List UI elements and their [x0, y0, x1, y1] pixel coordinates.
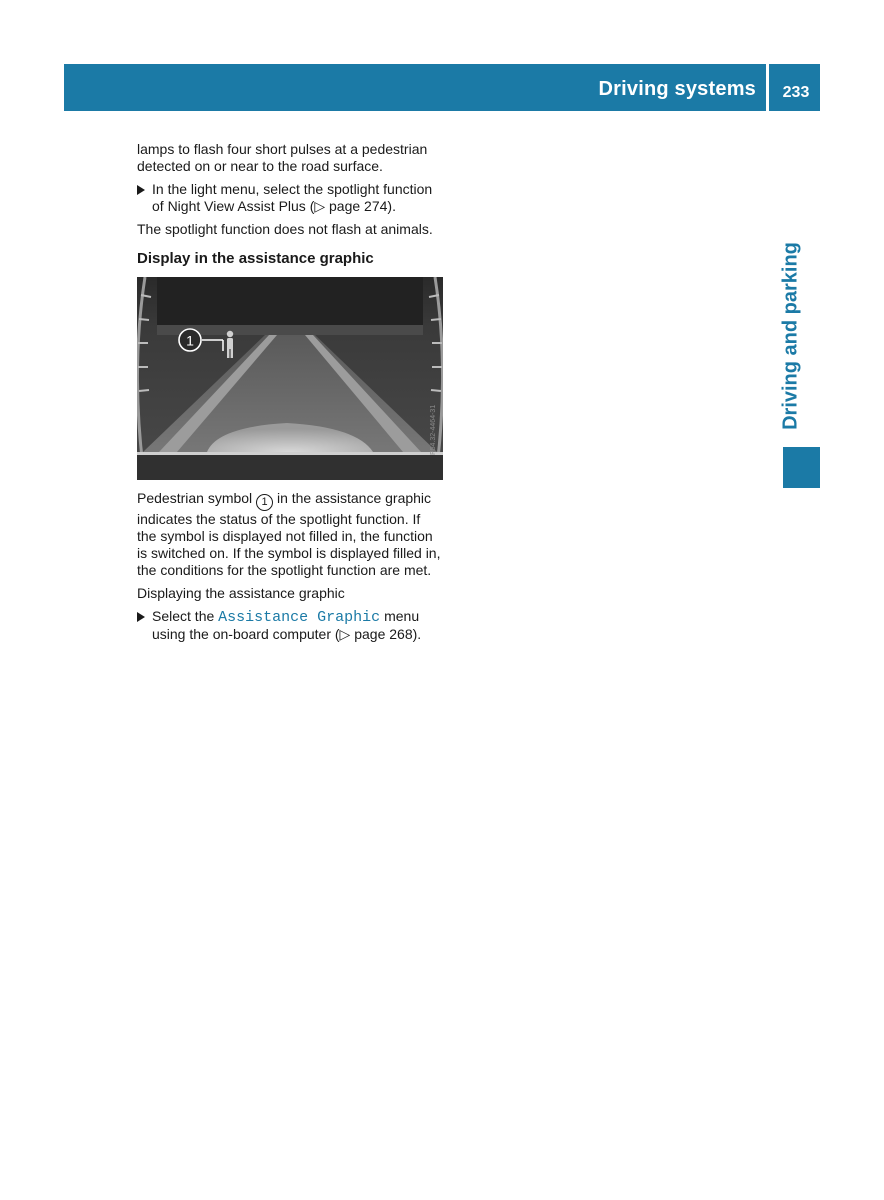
- header-bar: [64, 64, 820, 111]
- callout-reference: 1: [256, 494, 273, 511]
- assistance-graphic-figure: [137, 277, 443, 480]
- figure-code: P54.32-4464-31: [430, 404, 437, 455]
- paragraph: [137, 490, 443, 579]
- instruction-step: [137, 181, 443, 215]
- paragraph-text: Pedestrian symbol: [137, 490, 253, 506]
- header-divider: [766, 64, 769, 111]
- step-text: In the light menu, select the spotlight function of Night View Assist Plus (▷ page 274).: [152, 181, 433, 214]
- paragraph: The spotlight function does not flash at animals.: [137, 221, 433, 237]
- section-heading: Display in the assistance graphic: [137, 250, 374, 267]
- callout-number: 1: [186, 332, 194, 349]
- menu-name: Assistance Graphic: [218, 609, 381, 626]
- dashboard-bottom: [137, 455, 443, 480]
- dashboard-line: [137, 452, 443, 455]
- side-tab-label: Driving and parking: [779, 242, 802, 430]
- page-number: 233: [782, 84, 810, 101]
- paragraph-text: in the assistance graphic indicates the status of the spotlight function. If the symbol is displayed not filled in, the function is switched on. If the symbol is displayed filled in, the conditions for the spotlight function are met.: [137, 490, 441, 578]
- instruction-step: [137, 608, 443, 643]
- step-arrow-icon: [137, 612, 145, 622]
- main-column: [137, 141, 443, 649]
- step-text: Select the: [152, 608, 215, 624]
- step-text: menu using the on-board computer (▷ page 268).: [152, 608, 422, 642]
- paragraph: lamps to flash four short pulses at a pedestrian detected on or near to the road surface.: [137, 141, 428, 174]
- figure-sky: [157, 277, 423, 327]
- step-arrow-icon: [137, 185, 145, 195]
- section-title: Driving systems: [598, 78, 756, 100]
- paragraph: Displaying the assistance graphic: [137, 585, 345, 601]
- side-tab-marker: [783, 447, 820, 488]
- side-tab: [777, 236, 805, 436]
